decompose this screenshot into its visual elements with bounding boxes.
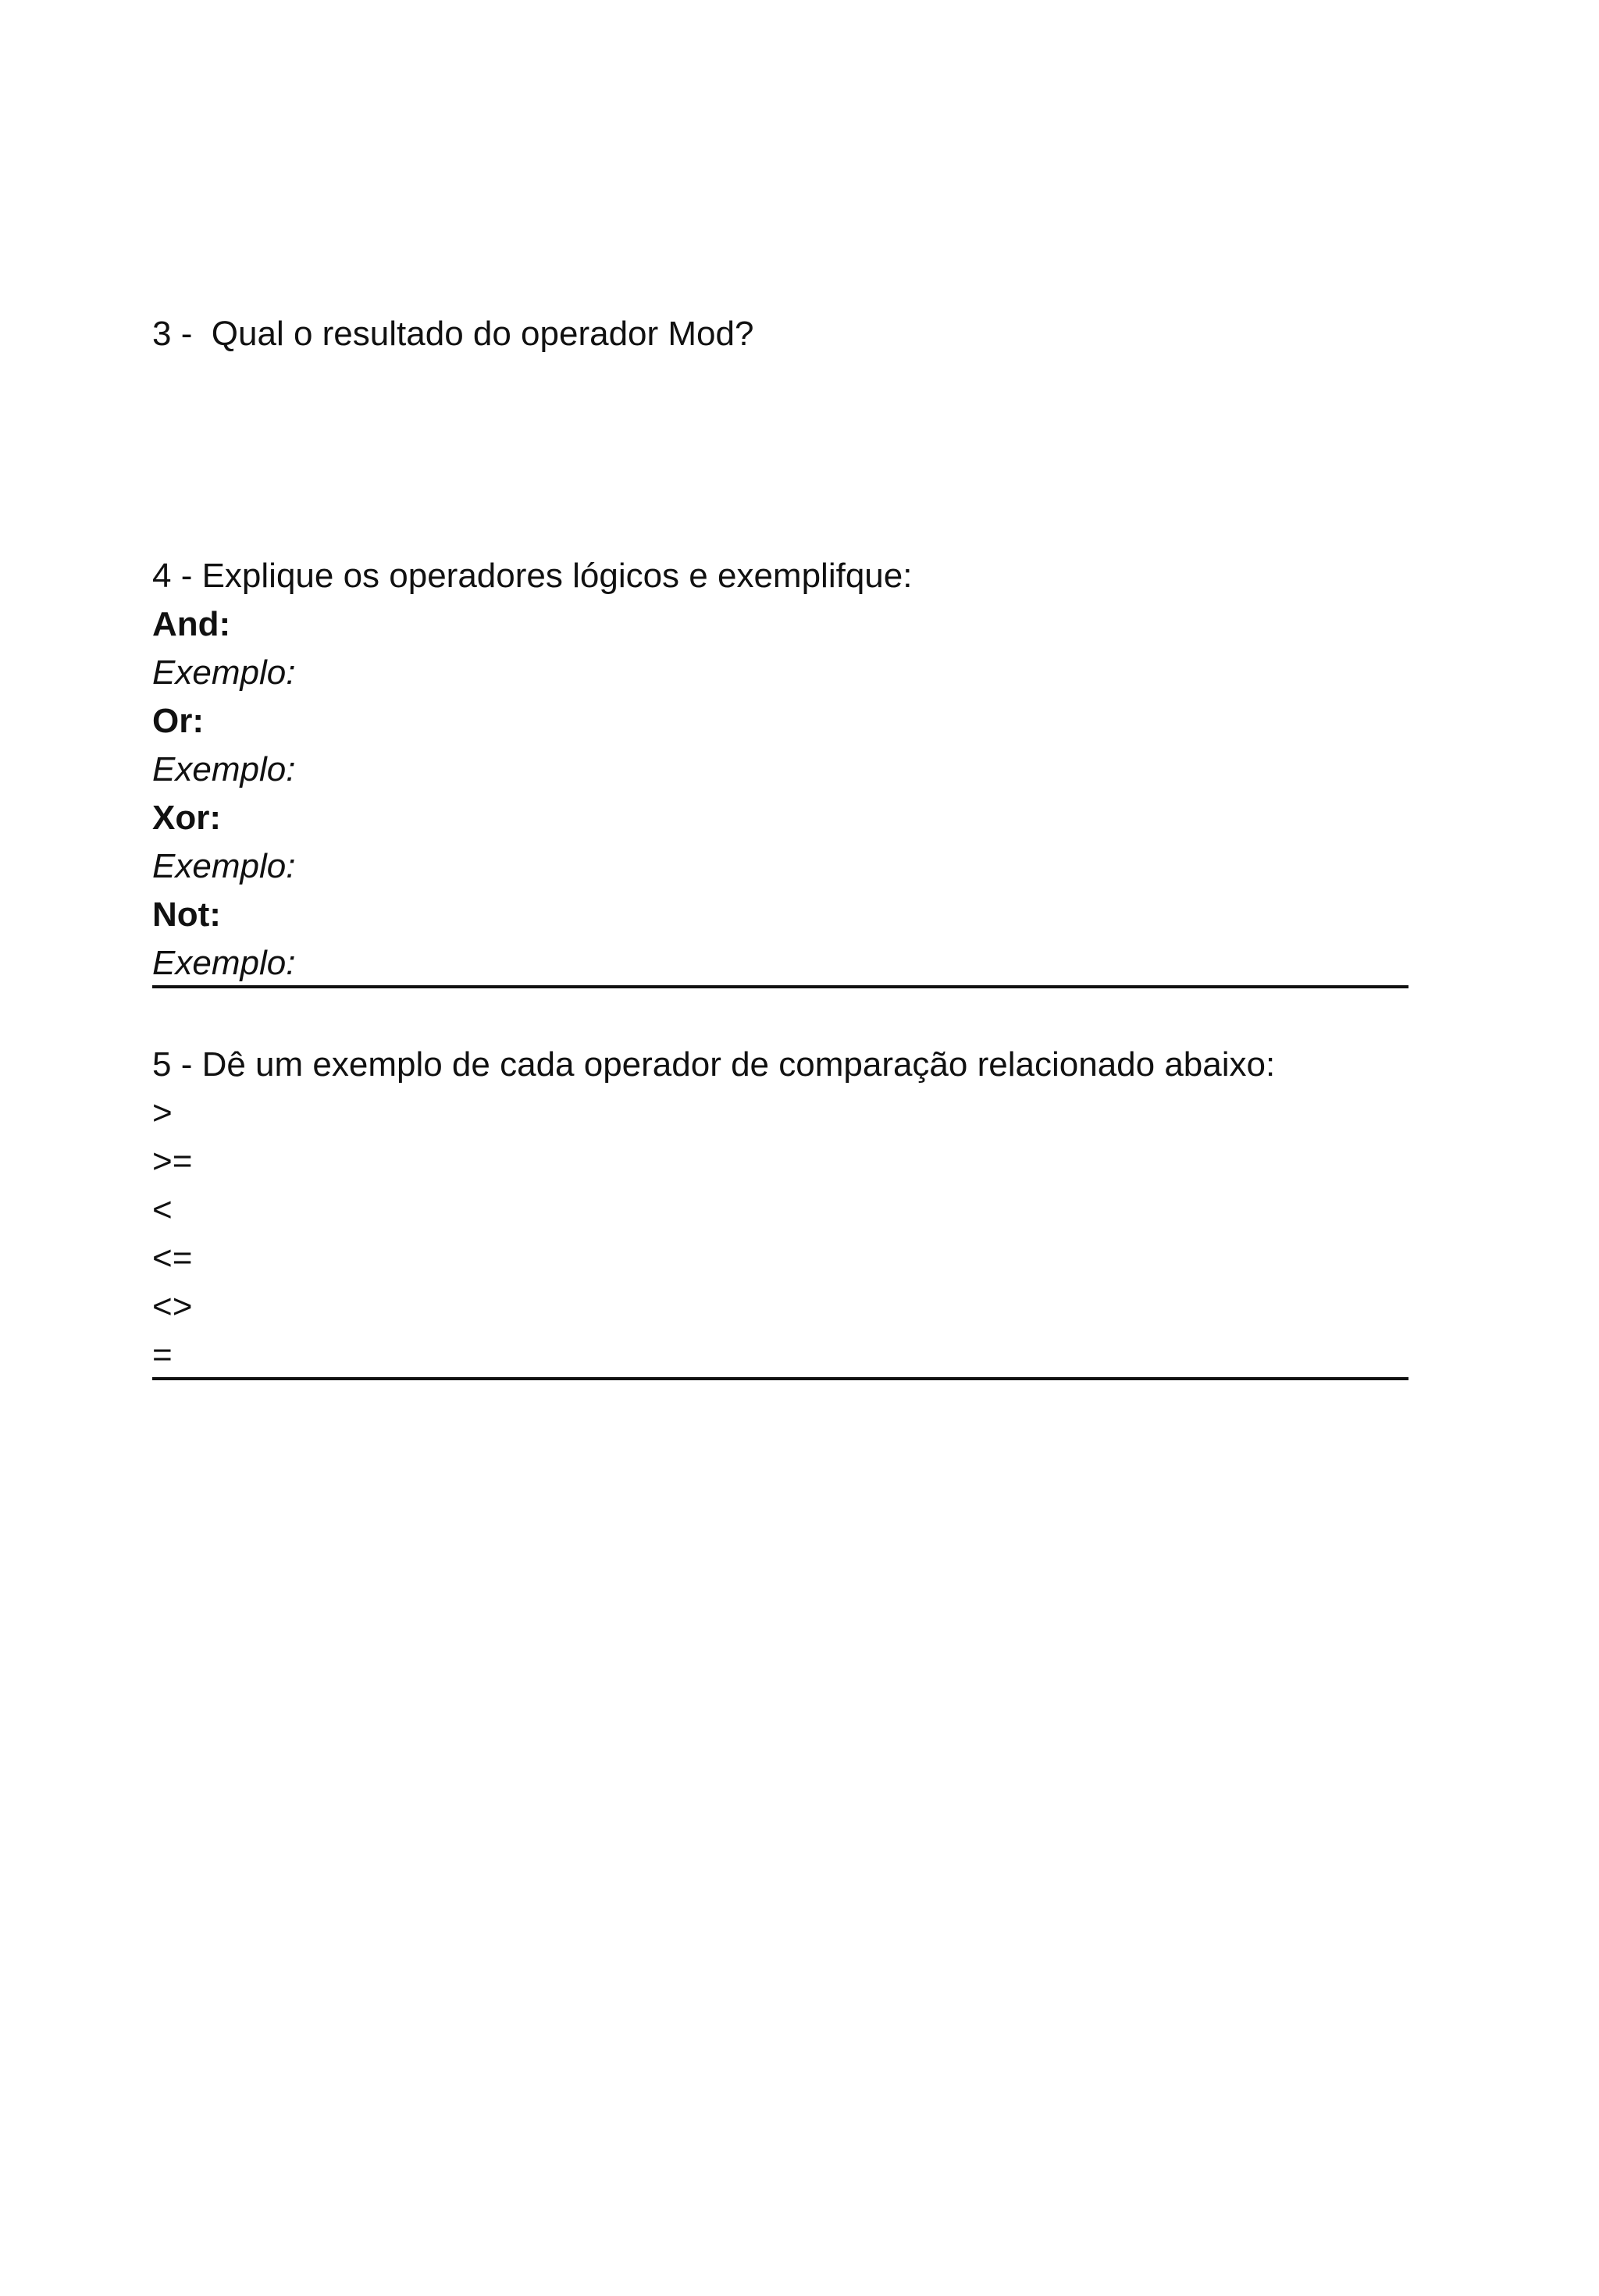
section-divider bbox=[152, 1377, 1408, 1380]
comparison-operator-less: < bbox=[152, 1191, 173, 1229]
operator-xor-example: Exemplo: bbox=[152, 847, 296, 885]
comparison-operator-equal: = bbox=[152, 1336, 173, 1374]
operator-or-label: Or: bbox=[152, 702, 204, 740]
comparison-operator-not-equal: <> bbox=[152, 1287, 193, 1326]
operator-not-label: Not: bbox=[152, 895, 221, 934]
question-4-prompt: 4 - Explique os operadores lógicos e exemplifque: bbox=[152, 557, 913, 595]
question-5-prompt: 5 - Dê um exemplo de cada operador de comparação relacionado abaixo: bbox=[152, 1045, 1276, 1084]
operator-xor-label: Xor: bbox=[152, 799, 221, 837]
section-divider bbox=[152, 985, 1408, 988]
operator-or-example: Exemplo: bbox=[152, 750, 296, 788]
question-3-prompt: 3 - Qual o resultado do operador Mod? bbox=[152, 315, 754, 353]
comparison-operator-greater: > bbox=[152, 1094, 173, 1132]
comparison-operator-less-equal: <= bbox=[152, 1239, 193, 1277]
comparison-operator-greater-equal: >= bbox=[152, 1142, 193, 1180]
operator-and-example: Exemplo: bbox=[152, 653, 296, 692]
operator-and-label: And: bbox=[152, 605, 231, 643]
operator-not-example: Exemplo: bbox=[152, 944, 296, 982]
